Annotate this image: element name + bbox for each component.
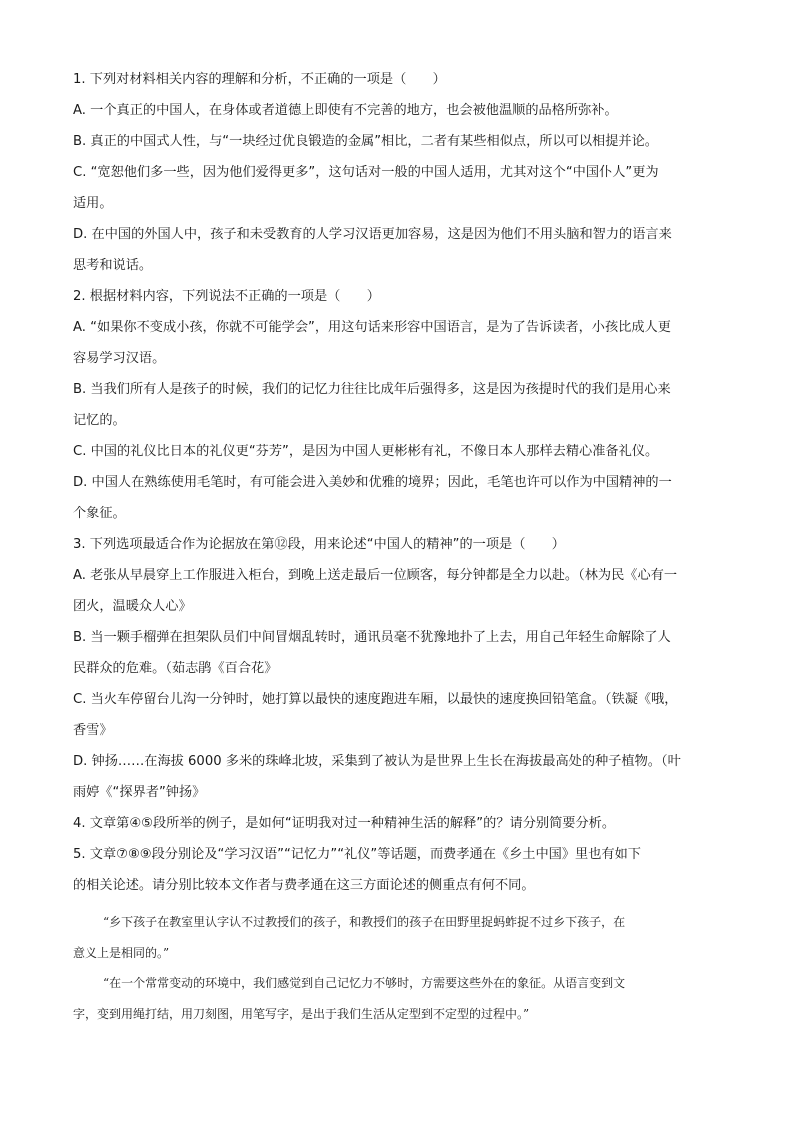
question-2-option-b: B. 当我们所有人是孩子的时候，我们的记忆力往往比成年后强得多，这是因为孩提时代的我们是用心来 — [73, 382, 671, 397]
question-4-stem: 4. 文章第④⑤段所举的例子，是如何“证明我对过一种精神生活的解释”的？请分别简要分析。 — [73, 816, 616, 831]
quote-1-line-1: “乡下孩子在教室里认字认不过教授们的孩子，和教授们的孩子在田野里捉蚂蚱捉不过乡下孩子，在 — [103, 915, 626, 929]
question-5-stem: 5. 文章⑦⑧⑨段分别论及“学习汉语”“记忆力”“礼仪”等话题，而费孝通在《乡土中国》里也有如下 — [73, 847, 641, 862]
quote-2-line-2: 字，变到用绳打结，用刀刻图，用笔写字，是出于我们生活从定型到不定型的过程中。” — [73, 1006, 530, 1021]
question-3-option-c-continued: 香雪》 — [73, 723, 113, 738]
question-1-stem: 1. 下列对材料相关内容的理解和分析，不正确的一项是（ ） — [73, 72, 446, 87]
question-1 — [73, 64, 723, 281]
question-content — [73, 64, 723, 1029]
question-5-stem-continued: 的相关论述。请分别比较本文作者与费孝通在这三方面论述的侧重点有何不同。 — [73, 878, 535, 893]
question-5 — [73, 839, 723, 901]
question-2-option-a: A. “如果你不变成小孩，你就不可能学会”，用这句话来形容中国语言，是为了告诉读者，小孩比成人更 — [73, 320, 671, 335]
question-3-option-d-continued: 雨婷《“探界者”钟扬》 — [73, 785, 206, 800]
question-2-option-c: C. 中国的礼仪比日本的礼仪更“芬芳”，是因为中国人更彬彬有礼，不像日本人那样去精心准备礼仪。 — [73, 444, 659, 459]
question-2-option-b-continued: 记忆的。 — [73, 413, 126, 428]
question-2 — [73, 281, 723, 529]
question-3 — [73, 529, 723, 808]
fei-xiaotong-quotes — [73, 907, 723, 1029]
quote-2-line-1: “在一个常常变动的环境中，我们感觉到自己记忆力不够时，方需要这些外在的象征。从语言变到文 — [103, 976, 626, 990]
question-1-option-d: D. 在中国的外国人中，孩子和未受教育的人学习汉语更加容易，这是因为他们不用头脑和智力的语言来 — [73, 227, 672, 242]
question-3-option-b: B. 当一颗手榴弹在担架队员们中间冒烟乱转时，通讯员毫不犹豫地扑了上去，用自己年轻生命解除了人 — [73, 630, 671, 645]
question-2-option-d: D. 中国人在熟练使用毛笔时，有可能会进入美妙和优雅的境界；因此，毛笔也许可以作为中国精神的一 — [73, 475, 672, 490]
question-3-option-d: D. 钟扬……在海拔 6000 多米的珠峰北坡，采集到了被认为是世界上生长在海拔最高处的种子植物。（叶 — [73, 754, 681, 769]
quote-1-line-2: 意义上是相同的。” — [73, 945, 170, 960]
question-1-option-a: A. 一个真正的中国人，在身体或者道德上即使有不完善的地方，也会被他温顺的品格所弥补。 — [73, 103, 618, 118]
question-3-option-a-continued: 团火，温暖众人心》 — [73, 599, 192, 614]
question-3-option-b-continued: 民群众的危难。（茹志鹃《百合花》 — [73, 661, 278, 676]
question-1-option-c: C. “宽恕他们多一些，因为他们爱得更多”，这句话对一般的中国人适用，尤其对这个“中国仆人”更为 — [73, 165, 659, 180]
question-3-option-a: A. 老张从早晨穿上工作服进入柜台，到晚上送走最后一位顾客，每分钟都是全力以赴。（林为民《心有一 — [73, 568, 678, 583]
question-2-option-d-continued: 个象征。 — [73, 506, 126, 521]
question-3-stem: 3. 下列选项最适合作为论据放在第⑫段，用来论述“中国人的精神”的一项是（ ） — [73, 537, 565, 552]
question-4 — [73, 808, 723, 839]
question-2-stem: 2. 根据材料内容，下列说法不正确的一项是（ ） — [73, 289, 380, 304]
question-1-option-c-continued: 适用。 — [73, 196, 113, 211]
question-1-option-d-continued: 思考和说话。 — [73, 258, 153, 273]
question-3-option-c: C. 当火车停留台儿沟一分钟时，她打算以最快的速度跑进车厢，以最快的速度换回铅笔盒。（铁凝《哦， — [73, 692, 678, 707]
question-2-option-a-continued: 容易学习汉语。 — [73, 351, 166, 366]
question-1-option-b: B. 真正的中国式人性，与“一块经过优良锻造的金属”相比，二者有某些相似点，所以可以相提并论。 — [73, 134, 658, 149]
